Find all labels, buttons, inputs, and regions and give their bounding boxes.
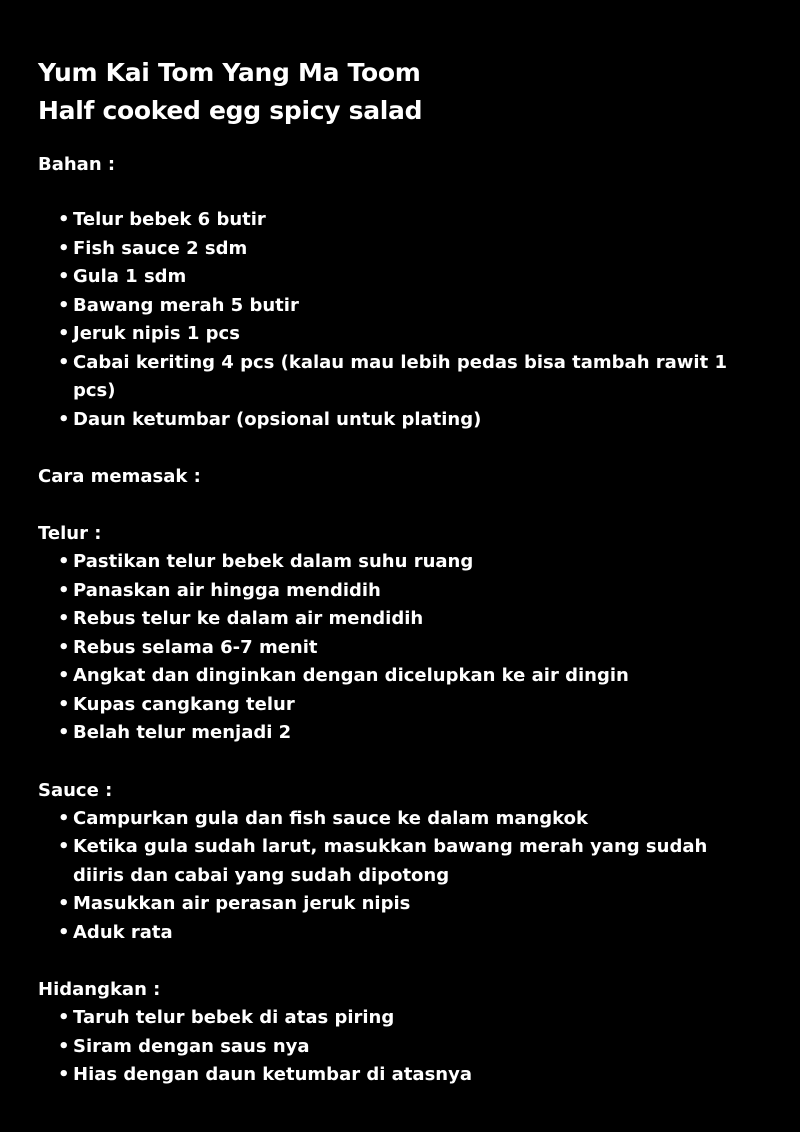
recipe-title (38, 54, 760, 130)
telur-label: Telur : (38, 523, 102, 544)
sauce-list (38, 805, 760, 948)
list-item: • Pastikan telur bebek dalam suhu ruang (58, 551, 474, 572)
list-item: • Kupas cangkang telur (58, 693, 295, 715)
list-item: • Gula 1 sdm (58, 266, 187, 287)
list-item: • Daun ketumbar (opsional untuk plating) (58, 408, 482, 430)
list-item: • Cabai keriting 4 pcs (kalau mau lebih pedas bisa tambah rawit 1 pcs) (58, 351, 727, 401)
title-line-2: Half cooked egg spicy salad (38, 96, 423, 125)
list-item: • Taruh telur bebek di atas piring (58, 1007, 395, 1028)
list-item: • Aduk rata (58, 921, 173, 943)
list-item: • Rebus selama 6-7 menit (58, 636, 318, 658)
list-item: • Belah telur menjadi 2 (58, 722, 292, 743)
list-item: • Telur bebek 6 butir (58, 209, 266, 230)
bahan-label: Bahan : (38, 154, 116, 175)
list-item: • Rebus telur ke dalam air mendidih (58, 608, 424, 629)
telur-list (38, 548, 760, 748)
title-line-1: Yum Kai Tom Yang Ma Toom (38, 58, 421, 87)
list-item: • Campurkan gula dan fish sauce ke dalam mangkok (58, 807, 588, 829)
bahan-list (38, 206, 760, 434)
list-item: • Panaskan air hingga mendidih (58, 579, 381, 601)
list-item: • Ketika gula sudah larut, masukkan bawang merah yang sudah diiris dan cabai yang sudah dipotong (58, 836, 708, 886)
list-item: • Masukkan air perasan jeruk nipis (58, 893, 411, 914)
list-item: • Jeruk nipis 1 pcs (58, 323, 240, 344)
list-item: • Hias dengan daun ketumbar di atasnya (58, 1064, 472, 1085)
sauce-label: Sauce : (38, 779, 113, 801)
list-item: • Bawang merah 5 butir (58, 294, 299, 316)
list-item: • Siram dengan saus nya (58, 1035, 310, 1057)
hidangkan-list (38, 1004, 760, 1090)
cara-memasak-label: Cara memasak : (38, 466, 201, 487)
list-item: • Fish sauce 2 sdm (58, 237, 248, 259)
list-item: • Angkat dan dinginkan dengan dicelupkan ke air dingin (58, 665, 629, 686)
hidangkan-label: Hidangkan : (38, 979, 161, 1000)
